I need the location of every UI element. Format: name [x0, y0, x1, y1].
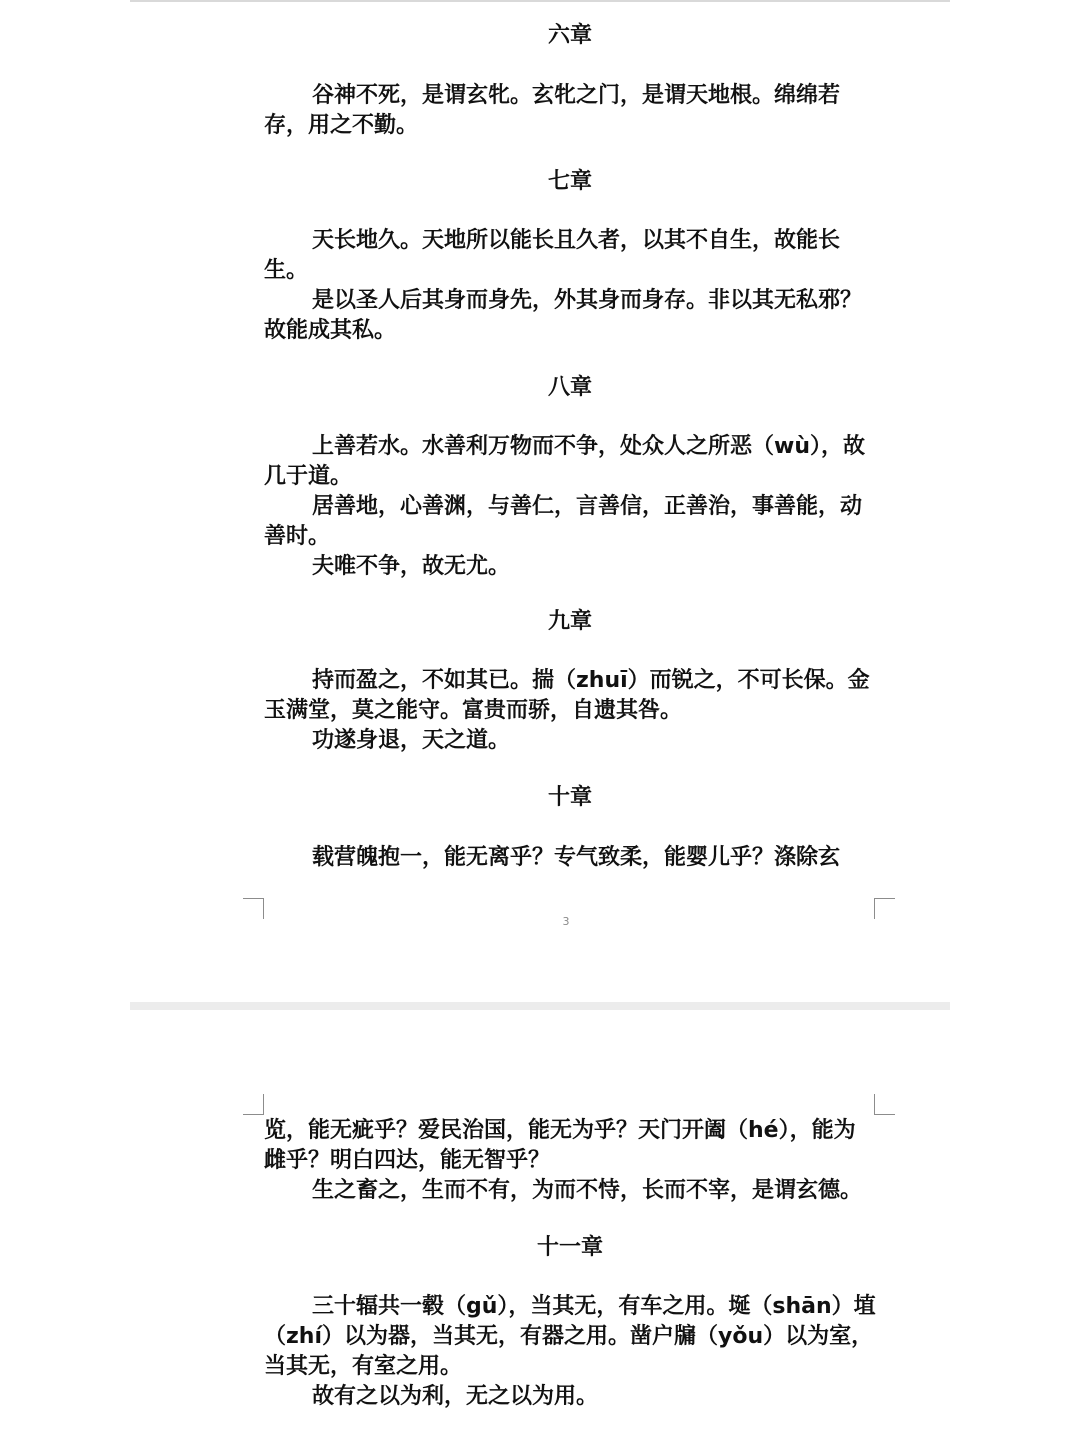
chapter-9-paragraph-1: 持而盈之，不如其已。揣（zhuī）而锐之，不可长保。金玉满堂，莫之能守。富贵而骄，自遗其咎。 — [264, 668, 870, 723]
chapter-10-body-start — [264, 843, 876, 873]
chapter-7-title: 七章 — [547, 169, 592, 194]
page-top-edge — [130, 0, 950, 2]
chapter-11-paragraph-1: 三十辐共一毂（gǔ），当其无，有车之用。埏（shān）埴（zhí）以为器，当其无，有器之用。凿户牖（yǒu）以为室，当其无，有室之用。 — [264, 1294, 876, 1379]
chapter-8-title: 八章 — [547, 375, 592, 400]
chapter-10-title: 十章 — [547, 785, 592, 810]
chapter-11-paragraph-2: 故有之以为利，无之以为用。 — [312, 1384, 599, 1409]
page-corner-mark-bottom-left — [243, 898, 264, 919]
chapter-10-body-continued — [264, 1116, 876, 1206]
chapter-9-body — [264, 666, 876, 756]
chapter-11-body — [264, 1292, 876, 1412]
chapter-10-paragraph-1-start: 载营魄抱一，能无离乎？专气致柔，能婴儿乎？涤除玄 — [312, 845, 841, 870]
chapter-6-paragraph-1: 谷神不死，是谓玄牝。玄牝之门，是谓天地根。绵绵若存，用之不勤。 — [264, 83, 841, 138]
chapter-6-title: 六章 — [547, 23, 592, 48]
chapter-10-paragraph-1-end: 览，能无疵乎？爱民治国，能无为乎？天门开阖（hé），能为雌乎？明白四达，能无智乎？ — [264, 1118, 856, 1173]
page-break-gutter — [130, 1002, 950, 1010]
page-corner-mark-bottom-right — [874, 898, 895, 919]
chapter-6-body — [264, 81, 876, 141]
chapter-11-title: 十一章 — [536, 1235, 603, 1260]
chapter-7-paragraph-1: 天长地久。天地所以能长且久者，以其不自生，故能长生。 — [264, 228, 841, 283]
chapter-9-title: 九章 — [547, 609, 592, 634]
chapter-7-paragraph-2: 是以圣人后其身而身先，外其身而身存。非以其无私邪？故能成其私。 — [264, 288, 863, 343]
chapter-9-paragraph-2: 功遂身退，天之道。 — [312, 728, 511, 753]
page-corner-mark-top-left — [243, 1094, 264, 1115]
page-corner-mark-top-right — [874, 1094, 895, 1115]
chapter-7-body — [264, 226, 876, 346]
chapter-8-body — [264, 432, 876, 582]
chapter-8-paragraph-1: 上善若水。水善利万物而不争，处众人之所恶（wù），故几于道。 — [264, 434, 865, 489]
chapter-8-paragraph-2: 居善地，心善渊，与善仁，言善信，正善治，事善能，动善时。 — [264, 494, 863, 549]
chapter-8-paragraph-3: 夫唯不争，故无尤。 — [312, 554, 511, 579]
chapter-10-paragraph-2: 生之畜之，生而不有，为而不恃，长而不宰，是谓玄德。 — [312, 1178, 863, 1203]
page-number: 3 — [562, 915, 570, 928]
